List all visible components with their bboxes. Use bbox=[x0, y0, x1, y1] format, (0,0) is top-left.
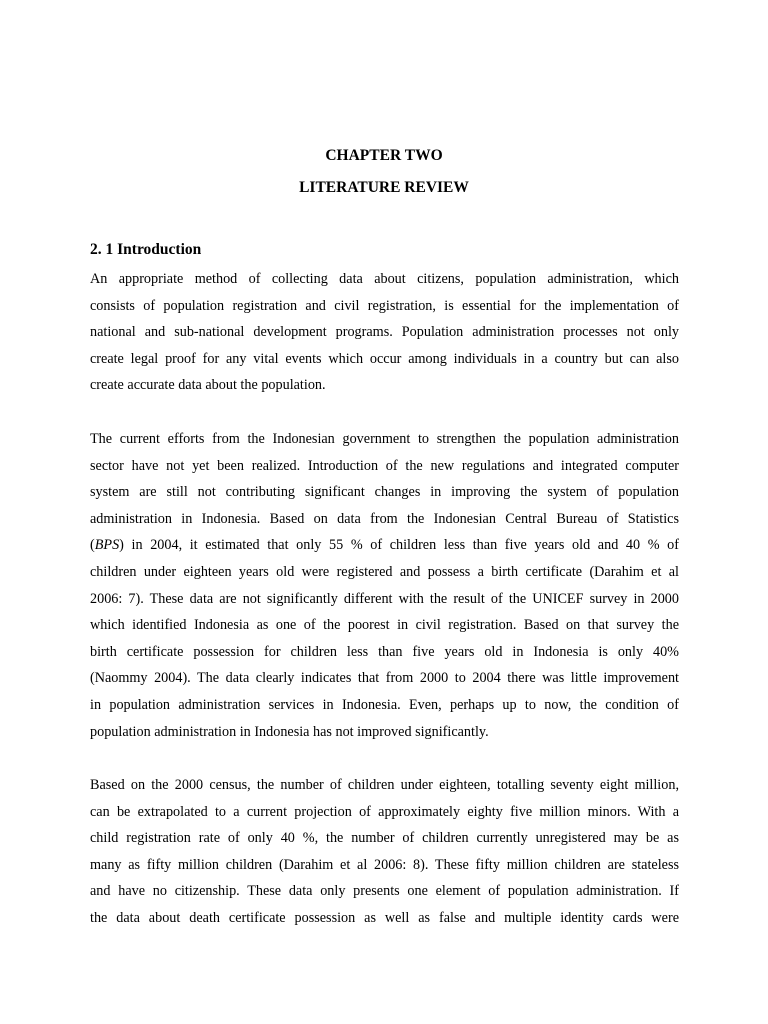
text-line: An appropriate method of collecting data about citizens, population administration, which bbox=[90, 271, 679, 287]
text-line-bps bbox=[90, 532, 679, 559]
bps-open: ( bbox=[90, 537, 95, 554]
text-line: sector have not yet been realized. Introduction of the new regulations and integrated computer bbox=[90, 457, 679, 474]
text-line: 2006: 7). These data are not significantly different with the result of the UNICEF survey in 2000 bbox=[90, 590, 679, 607]
text-line: consists of population registration and civil registration, is essential for the implementation of bbox=[90, 297, 679, 314]
text-line: birth certificate possession for children less than five years old in Indonesia is only 40% bbox=[90, 643, 679, 660]
paragraph-3 bbox=[90, 772, 679, 932]
bps-abbreviation: BPS bbox=[94, 537, 120, 554]
text-line: children under eighteen years old were registered and possess a birth certificate (Darahim et al bbox=[90, 563, 679, 580]
section-heading: 2. 1 Introduction bbox=[90, 241, 202, 258]
text-line: in population administration services in Indonesia. Even, perhaps up to now, the condition of bbox=[90, 696, 679, 713]
text-line: and have no citizenship. These data only presents one element of population administration. If bbox=[90, 883, 679, 900]
text-line: national and sub-national development programs. Population administration processes not only bbox=[90, 324, 679, 341]
text-line: child registration rate of only 40 %, the number of children currently unregistered may be as bbox=[90, 830, 679, 847]
chapter-title: LITERATURE REVIEW bbox=[299, 179, 469, 196]
text-line: create legal proof for any vital events which occur among individuals in a country but can also bbox=[90, 350, 679, 367]
text-line: (Naommy 2004). The data clearly indicates that from 2000 to 2004 there was little improvement bbox=[90, 670, 679, 687]
text-line: many as fifty million children (Darahim et al 2006: 8). These fifty million children are stateless bbox=[90, 856, 679, 873]
text-line: can be extrapolated to a current projection of approximately eighty five million minors. With a bbox=[90, 803, 679, 820]
chapter-number: CHAPTER TWO bbox=[325, 147, 443, 164]
bps-rest: ) in 2004, it estimated that only 55 % of children less than five years old and 40 % of bbox=[119, 537, 679, 554]
paragraph-1 bbox=[90, 266, 679, 399]
text-line: The current efforts from the Indonesian government to strengthen the population administration bbox=[90, 431, 679, 447]
text-line: which identified Indonesia as one of the poorest in civil registration. Based on that survey the bbox=[90, 617, 679, 634]
text-line: population administration in Indonesia has not improved significantly. bbox=[90, 723, 489, 740]
text-line: Based on the 2000 census, the number of children under eighteen, totalling seventy eight million, bbox=[90, 777, 679, 793]
text-line: the data about death certificate possession as well as false and multiple identity cards were bbox=[90, 909, 679, 926]
text-line: administration in Indonesia. Based on data from the Indonesian Central Bureau of Statistics bbox=[90, 510, 679, 527]
paragraph-2 bbox=[90, 426, 679, 745]
text-line: system are still not contributing significant changes in improving the system of population bbox=[90, 484, 679, 501]
text-line: create accurate data about the population. bbox=[90, 377, 326, 394]
